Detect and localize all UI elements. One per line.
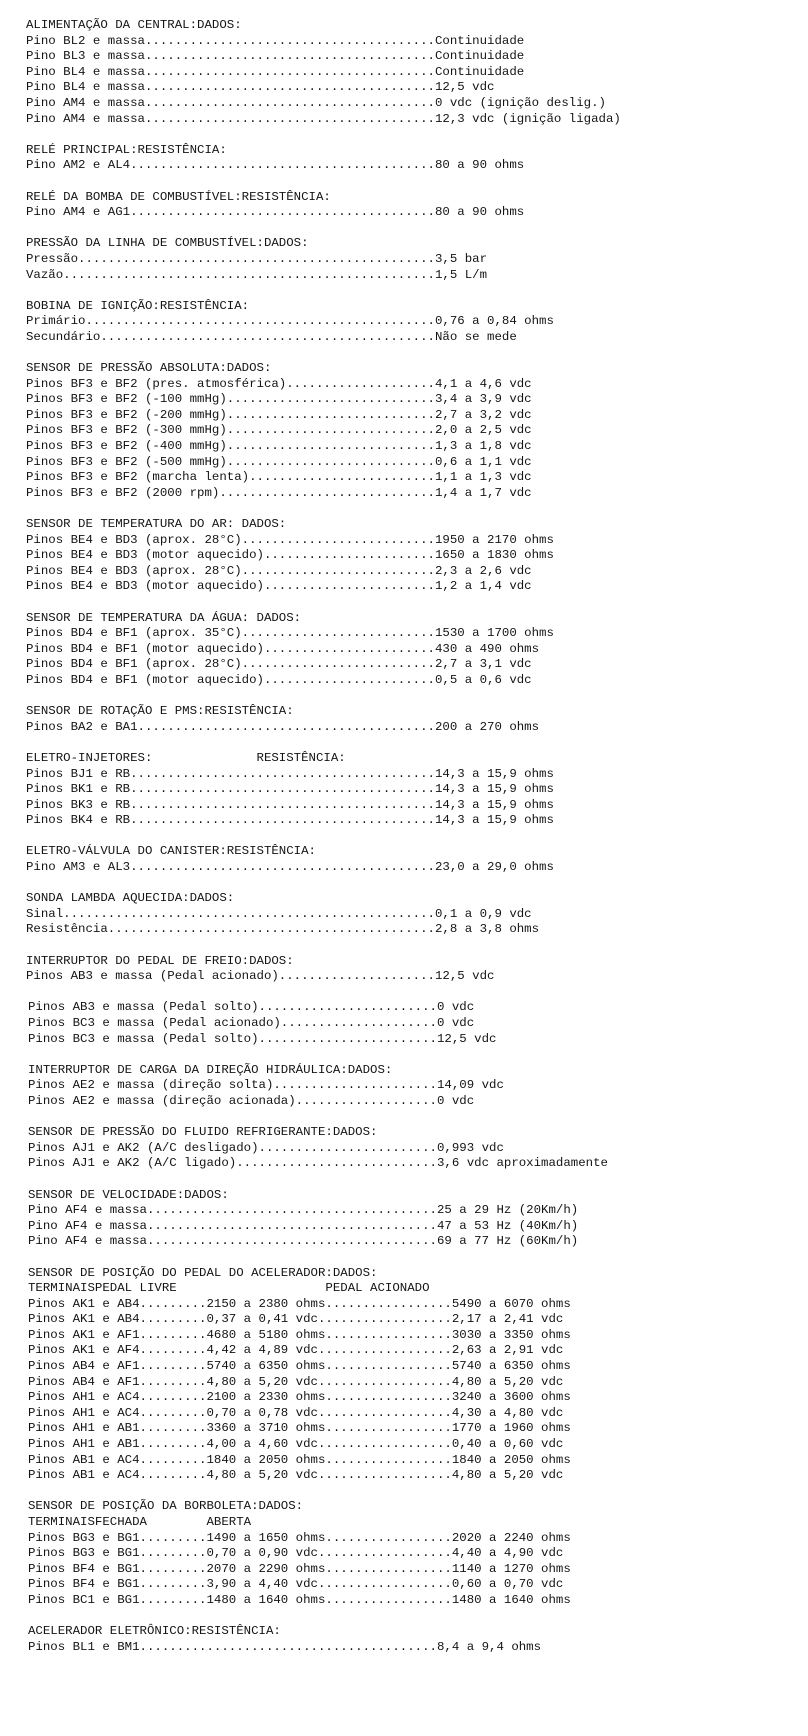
section-heading: INTERRUPTOR DO PEDAL DE FREIO:DADOS: [26,953,294,968]
data-line: Pino AM2 e AL4.........................................80 a 90 ohms [26,158,525,173]
data-line: Pinos AH1 e AC4.........2100 a 2330 ohms.................3240 a 3600 ohms [28,1390,571,1405]
section-15 [26,1125,802,1172]
data-line: Pinos BG3 e BG1.........0,70 a 0,90 vdc..................4,40 a 4,90 vdc [28,1546,564,1561]
section-heading: SENSOR DE PRESSÃO DO FLUIDO REFRIGERANTE:DADOS: [28,1125,378,1140]
data-line: Pino BL4 e massa.......................................12,5 vdc [26,80,495,95]
section-6 [26,517,802,595]
data-line: Pinos BD4 e BF1 (aprox. 28°C)..........................2,7 a 3,1 vdc [26,657,532,672]
data-line: Pinos BF3 e BF2 (marcha lenta).........................1,1 a 1,3 vdc [26,470,532,485]
data-line: Pinos AJ1 e AK2 (A/C ligado)...........................3,6 vdc aproximadamente [28,1156,608,1171]
section-14 [26,1063,802,1110]
data-line: Pinos AE2 e massa (direção solta)......................14,09 vdc [28,1078,504,1093]
section-heading: SENSOR DE POSIÇÃO DA BORBOLETA:DADOS: [28,1499,304,1514]
section-heading: SENSOR DE ROTAÇÃO E PMS:RESISTÊNCIA: [26,704,294,719]
data-line: Pinos BF3 e BF2 (-500 mmHg)............................0,6 a 1,1 vdc [26,454,532,469]
data-line: Resistência............................................2,8 a 3,8 ohms [26,922,540,937]
section-3 [26,236,802,283]
section-heading: Pinos AB3 e massa (Pedal solto)........................0 vdc [28,1000,475,1015]
data-line: Pinos BK3 e RB.........................................14,3 a 15,9 ohms [26,797,554,812]
section-18 [26,1499,802,1608]
section-12 [26,954,802,985]
document-body [26,18,802,1671]
data-line: Pinos BF3 e BF2 (-200 mmHg)............................2,7 a 3,2 vdc [26,407,532,422]
section-19 [26,1624,802,1655]
data-line: Pino AF4 e massa.......................................25 a 29 Hz (20Km/h) [28,1203,579,1218]
data-line: Pino BL3 e massa.......................................Continuidade [26,49,525,64]
data-line: Pinos BF4 e BG1.........2070 a 2290 ohms.................1140 a 1270 ohms [28,1561,571,1576]
section-heading: SENSOR DE POSIÇÃO DO PEDAL DO ACELERADOR:DADOS: [28,1265,378,1280]
data-line: Pinos BC3 e massa (Pedal acionado).....................0 vdc [28,1016,475,1030]
section-17 [26,1266,802,1484]
section-9 [26,751,802,829]
data-line: Pinos BE4 e BD3 (aprox. 28°C)..........................1950 a 2170 ohms [26,532,554,547]
section-16 [26,1188,802,1250]
section-11 [26,891,802,938]
section-heading: PRESSÃO DA LINHA DE COMBUSTÍVEL:DADOS: [26,236,309,251]
data-line: Pinos AK1 e AB4.........0,37 a 0,41 vdc..................2,17 a 2,41 vdc [28,1312,564,1327]
section-heading: ALIMENTAÇÃO DA CENTRAL:DADOS: [26,18,242,32]
data-line: Pino AM4 e massa.......................................12,3 vdc (ignição ligada) [26,111,621,126]
section-10 [26,844,802,875]
data-line: Pino AM4 e AG1.........................................80 a 90 ohms [26,205,525,220]
section-heading: SENSOR DE VELOCIDADE:DADOS: [28,1187,229,1202]
data-line: Pinos AB4 e AF1.........5740 a 6350 ohms.................5740 a 6350 ohms [28,1359,571,1374]
section-heading: SENSOR DE PRESSÃO ABSOLUTA:DADOS: [26,361,272,376]
data-line: Pinos AB4 e AF1.........4,80 a 5,20 vdc..................4,80 a 5,20 vdc [28,1374,564,1389]
data-line: Sinal..................................................0,1 a 0,9 vdc [26,906,532,921]
data-line: Vazão..................................................1,5 L/m [26,267,488,282]
data-line: Pinos BK1 e RB.........................................14,3 a 15,9 ohms [26,782,554,797]
data-line: Pinos AH1 e AC4.........0,70 a 0,78 vdc..................4,30 a 4,80 vdc [28,1405,564,1420]
data-line: Pinos BF3 e BF2 (pres. atmosférica)....................4,1 a 4,6 vdc [26,376,532,391]
data-line: Pinos AE2 e massa (direção acionada)...................0 vdc [28,1093,475,1108]
section-0 [26,18,802,127]
data-line: Pinos BE4 e BD3 (motor aquecido).......................1,2 a 1,4 vdc [26,579,532,594]
data-line: Pinos BE4 e BD3 (motor aquecido).......................1650 a 1830 ohms [26,548,554,563]
data-line: Pinos AH1 e AB1.........3360 a 3710 ohms.................1770 a 1960 ohms [28,1421,571,1436]
data-line: Pino AM3 e AL3.........................................23,0 a 29,0 ohms [26,860,554,875]
section-heading: SONDA LAMBDA AQUECIDA:DADOS: [26,891,235,906]
section-7 [26,611,802,689]
data-line: Pinos AB1 e AC4.........4,80 a 5,20 vdc..................4,80 a 5,20 vdc [28,1468,564,1483]
data-line: Pino AF4 e massa.......................................47 a 53 Hz (40Km/h) [28,1218,579,1233]
section-1 [26,143,802,174]
data-line: Primário...............................................0,76 a 0,84 ohms [26,314,554,329]
section-5 [26,361,802,501]
data-line: Pinos AK1 e AF4.........4,42 a 4,89 vdc..................2,63 a 2,91 vdc [28,1343,564,1358]
section-4 [26,299,802,346]
section-heading: ELETRO-INJETORES: RESISTÊNCIA: [26,750,346,765]
section-2 [26,190,802,221]
data-line: Pinos AK1 e AB4.........2150 a 2380 ohms.................5490 a 6070 ohms [28,1296,571,1311]
section-heading: RELÉ DA BOMBA DE COMBUSTÍVEL:RESISTÊNCIA: [26,189,331,204]
data-line: Pinos BK4 e RB.........................................14,3 a 15,9 ohms [26,813,554,828]
data-line: Pino BL4 e massa.......................................Continuidade [26,64,525,79]
data-line: Pinos BJ1 e RB.........................................14,3 a 15,9 ohms [26,766,554,781]
data-line: Pinos BC1 e BG1.........1480 a 1640 ohms.................1480 a 1640 ohms [28,1592,571,1607]
data-line: Pinos BF3 e BF2 (-400 mmHg)............................1,3 a 1,8 vdc [26,439,532,454]
data-line: Pinos BE4 e BD3 (aprox. 28°C)..........................2,3 a 2,6 vdc [26,563,532,578]
section-heading: SENSOR DE TEMPERATURA DO AR: DADOS: [26,517,287,531]
section-13 [26,1000,802,1047]
data-line: Pino AM4 e massa.......................................0 vdc (ignição deslig.) [26,95,606,110]
data-line: Pinos BC3 e massa (Pedal solto)........................12,5 vdc [28,1031,497,1046]
section-heading: INTERRUPTOR DE CARGA DA DIREÇÃO HIDRÁULICA:DADOS: [28,1062,393,1077]
data-line: Pinos AJ1 e AK2 (A/C desligado)........................0,993 vdc [28,1140,504,1155]
data-line: Pinos BF3 e BF2 (2000 rpm).............................1,4 a 1,7 vdc [26,485,532,500]
data-line: Pinos BF3 e BF2 (-300 mmHg)............................2,0 a 2,5 vdc [26,423,532,438]
data-line: Pinos BD4 e BF1 (aprox. 35°C)..........................1530 a 1700 ohms [26,626,554,641]
data-line: Pinos AK1 e AF1.........4680 a 5180 ohms.................3030 a 3350 ohms [28,1327,571,1342]
section-8 [26,704,802,735]
data-line: Pinos AB1 e AC4.........1840 a 2050 ohms.................1840 a 2050 ohms [28,1452,571,1467]
section-heading: ELETRO-VÁLVULA DO CANISTER:RESISTÊNCIA: [26,844,316,859]
section-heading: SENSOR DE TEMPERATURA DA ÁGUA: DADOS: [26,610,302,625]
data-line: Pino AF4 e massa.......................................69 a 77 Hz (60Km/h) [28,1234,579,1249]
data-line: Pino BL2 e massa.......................................Continuidade [26,33,525,48]
data-line: Pinos BD4 e BF1 (motor aquecido).......................0,5 a 0,6 vdc [26,672,532,687]
data-line: Pinos BD4 e BF1 (motor aquecido).......................430 a 490 ohms [26,641,540,656]
data-line: Pinos BL1 e BM1........................................8,4 a 9,4 ohms [28,1639,542,1654]
data-line: Pinos AB3 e massa (Pedal acionado).....................12,5 vdc [26,969,495,984]
data-line: TERMINAISFECHADA ABERTA [28,1515,252,1529]
data-line: TERMINAISPEDAL LIVRE PEDAL ACIONADO [28,1281,430,1296]
data-line: Pinos BF3 e BF2 (-100 mmHg)............................3,4 a 3,9 vdc [26,392,532,407]
section-heading: RELÉ PRINCIPAL:RESISTÊNCIA: [26,142,227,157]
data-line: Pinos BA2 e BA1........................................200 a 270 ohms [26,719,540,734]
data-line: Pinos AH1 e AB1.........4,00 a 4,60 vdc..................0,40 a 0,60 vdc [28,1437,564,1452]
data-line: Pinos BF4 e BG1.........3,90 a 4,40 vdc..................0,60 a 0,70 vdc [28,1577,564,1592]
section-heading: BOBINA DE IGNIÇÃO:RESISTÊNCIA: [26,298,250,313]
data-line: Pinos BG3 e BG1.........1490 a 1650 ohms.................2020 a 2240 ohms [28,1530,571,1545]
data-line: Secundário.............................................Não se mede [26,329,517,344]
section-heading: ACELERADOR ELETRÔNICO:RESISTÊNCIA: [28,1624,281,1639]
data-line: Pressão................................................3,5 bar [26,251,488,266]
